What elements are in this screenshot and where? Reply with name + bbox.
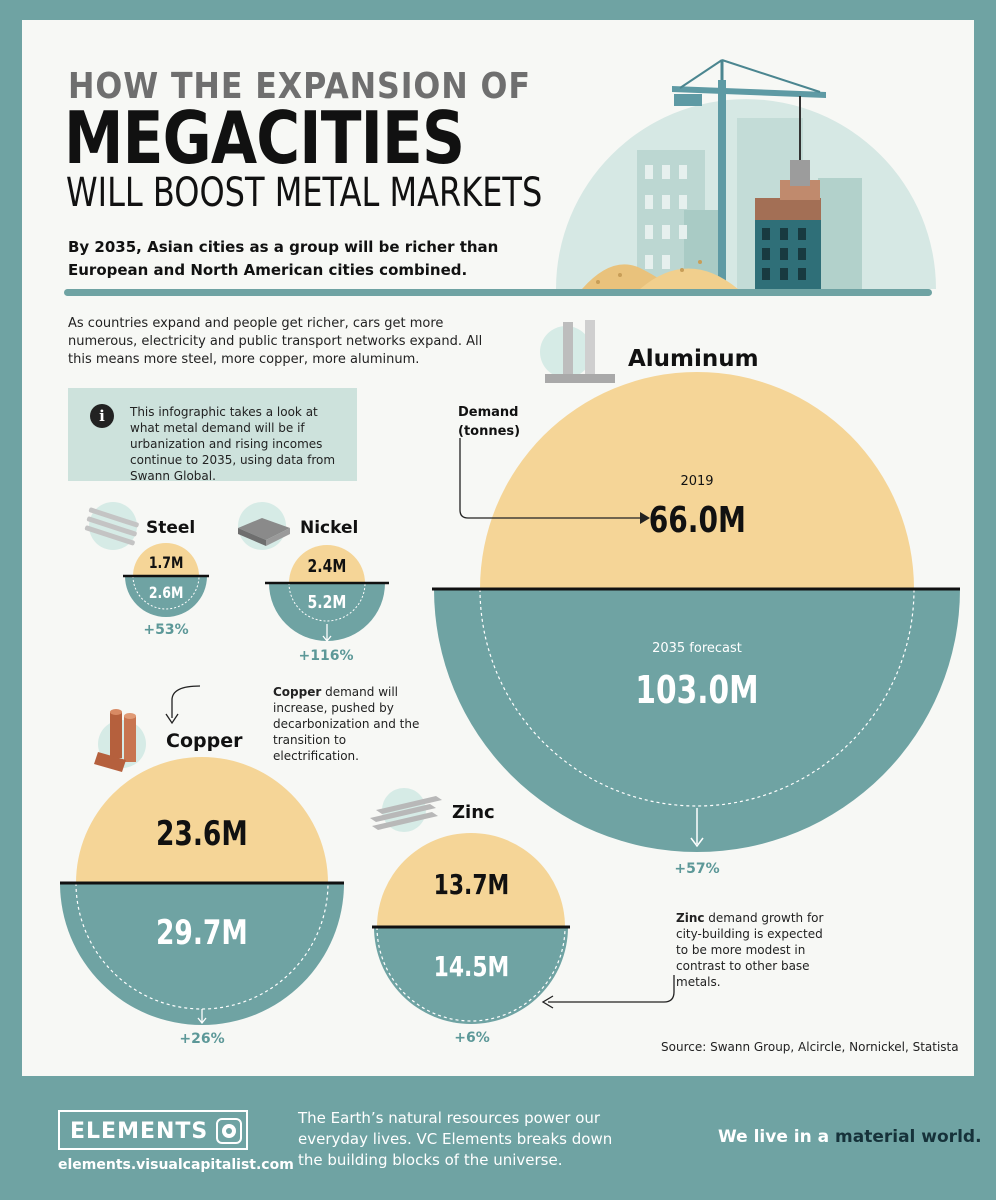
aluminum-value-2035-wrap	[577, 668, 817, 712]
title-line-3: WILL BOOST METAL MARKETS	[66, 170, 543, 216]
info-text: This infographic takes a look at what metal demand will be if urbanization and rising incomes continue to 2035, using data from Swann Global.	[130, 405, 336, 483]
demand-label: Demand (tonnes)	[458, 405, 521, 439]
copper-label: Copper	[166, 730, 243, 752]
copper-value-2035: 29.7M	[156, 913, 248, 953]
header-divider	[64, 289, 932, 296]
copper-value-2035-wrap	[102, 913, 302, 953]
aluminum-year-2019: 2019	[680, 474, 714, 489]
zinc-value-2019: 13.7M	[433, 868, 509, 901]
lead-text: By 2035, Asian cities as a group will be richer than European and North American cities combined.	[68, 238, 499, 279]
copper-note-arrow	[172, 686, 200, 718]
steel-value-2019: 1.7M	[148, 553, 184, 572]
zinc-value-2019-wrap	[371, 868, 571, 901]
elements-logo[interactable]	[58, 1110, 248, 1150]
footer-url[interactable]: elements.visualcapitalist.com	[58, 1157, 294, 1173]
info-icon: i	[90, 404, 114, 428]
zinc-note	[676, 910, 836, 990]
tagline-bold: material world.	[835, 1127, 982, 1147]
copper-value-2019-wrap	[102, 814, 302, 854]
steel-value-2035: 2.6M	[148, 583, 184, 602]
zinc-note-text: demand growth for city-building is expected to be more modest in contrast to other base metals.	[676, 911, 824, 989]
copper-note-bold: Copper	[273, 685, 322, 699]
tagline-start: We live in a	[718, 1127, 836, 1147]
aluminum-chart	[432, 320, 960, 852]
aluminum-growth: +57%	[674, 861, 720, 877]
zinc-value-2035-wrap	[371, 950, 571, 983]
nickel-label: Nickel	[300, 518, 359, 538]
aluminum-value-2019: 66.0M	[648, 500, 746, 541]
aluminum-value-2019-wrap	[597, 500, 797, 541]
footer-text: The Earth’s natural resources power our everyday lives. VC Elements breaks down the building blocks of the universe.	[298, 1109, 613, 1169]
city-illustration	[556, 60, 936, 289]
steel-label: Steel	[146, 518, 196, 538]
nickel-value-2035-wrap	[287, 592, 367, 613]
zinc-growth: +6%	[454, 1030, 490, 1046]
steel-value-2019-wrap	[126, 553, 206, 572]
aluminum-value-2035: 103.0M	[635, 668, 759, 712]
footer-tagline	[718, 1127, 982, 1147]
aluminum-label: Aluminum	[628, 346, 759, 372]
zinc-label: Zinc	[452, 802, 495, 823]
zinc-value-2035: 14.5M	[433, 950, 509, 983]
copper-growth: +26%	[179, 1031, 225, 1047]
title-line-1: HOW THE EXPANSION OF	[68, 66, 531, 107]
nickel-value-2035: 5.2M	[307, 592, 347, 613]
nickel-value-2019: 2.4M	[307, 556, 347, 577]
copper-value-2019: 23.6M	[156, 814, 248, 854]
nickel-value-2019-wrap	[287, 556, 367, 577]
title-line-2: MEGACITIES	[64, 96, 465, 180]
steel-growth: +53%	[143, 622, 189, 638]
copper-note-text: demand will increase, pushed by decarbonization and the transition to electrification.	[273, 685, 420, 763]
logo-text: ELEMENTS	[70, 1119, 209, 1144]
zinc-note-bold: Zinc	[676, 911, 705, 925]
nickel-growth: +116%	[298, 648, 354, 664]
source-text: Source: Swann Group, Alcircle, Nornickel, Statista	[661, 1040, 959, 1054]
copper-note	[273, 684, 433, 764]
info-box	[68, 388, 357, 481]
intro-text: As countries expand and people get richer, cars get more numerous, electricity and public transport networks expand. All this means more steel, more copper, more aluminum.	[68, 316, 483, 367]
logo-icon	[216, 1118, 242, 1144]
steel-value-2035-wrap	[126, 583, 206, 602]
aluminum-year-2035: 2035 forecast	[652, 641, 742, 656]
